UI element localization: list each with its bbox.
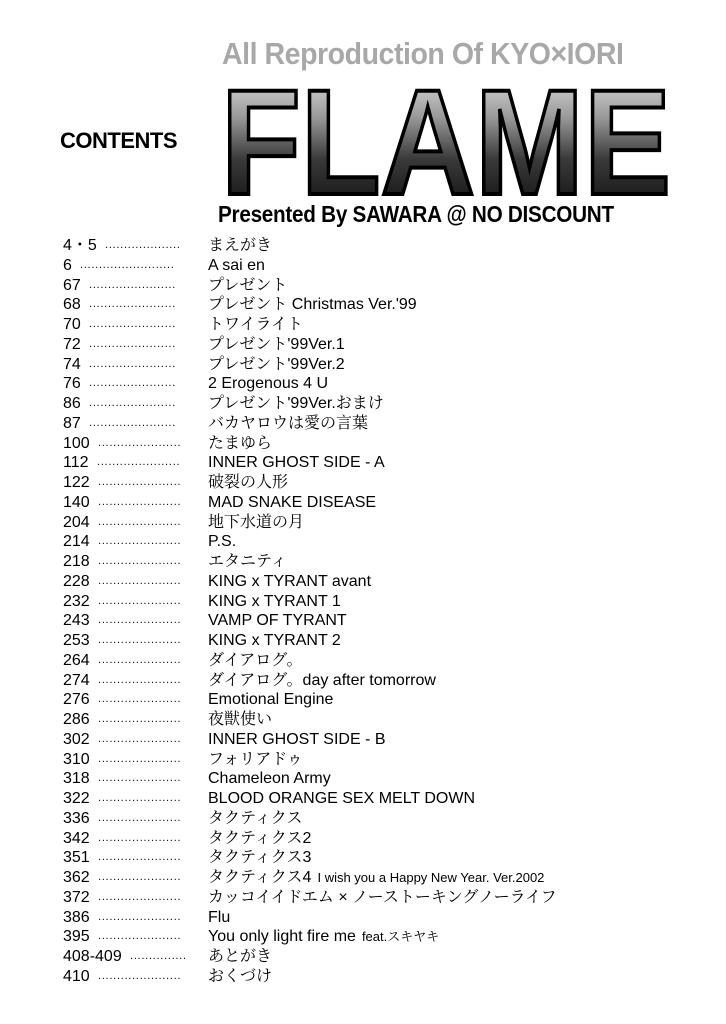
toc-title [208, 888, 557, 908]
toc-row [63, 947, 683, 967]
flame-logo [218, 78, 674, 202]
toc-dot-leader: ...................... [98, 812, 182, 824]
toc-title [208, 572, 371, 592]
toc-row [63, 829, 683, 849]
toc-row [63, 256, 683, 276]
toc-title [208, 335, 345, 355]
toc-row [63, 335, 683, 355]
toc-row [63, 276, 683, 296]
toc-row [63, 809, 683, 829]
toc-title-text: Chameleon Army [208, 770, 331, 788]
toc-dot-leader: ....................... [89, 299, 176, 311]
toc-dot-leader: ...................... [98, 832, 182, 844]
toc-row [63, 473, 683, 493]
toc-row [63, 769, 683, 789]
toc-title [208, 690, 333, 710]
toc-title-text: タクティクス3 [208, 849, 312, 867]
toc-dot-leader: ...................... [98, 872, 182, 883]
toc-title [208, 730, 386, 750]
toc-row [63, 690, 683, 710]
toc-dot-leader: ...................... [98, 931, 182, 943]
toc-title-text: たまゆら [208, 434, 273, 452]
toc-title [208, 769, 331, 789]
toc-page-number: 408-409 [63, 948, 122, 965]
toc-row [63, 927, 683, 947]
toc-title-text: バカヤロウは愛の言葉 [208, 414, 369, 432]
header-top-line: All Reproduction Of KYO×IORI [222, 36, 624, 71]
toc-dot-leader: ......................... [80, 259, 175, 271]
toc-title-text: フォリアドゥ [208, 750, 303, 768]
toc-page-number: 336 [63, 809, 90, 827]
toc-row [63, 750, 683, 770]
toc-page-number: 67 [63, 276, 81, 294]
toc-title-text: 2 Erogenous 4 U [208, 375, 329, 393]
toc-page-number: 342 [63, 829, 90, 847]
toc-title-text: トワイライト [208, 316, 304, 333]
toc-row [63, 315, 683, 335]
toc-row [63, 394, 683, 414]
toc-title [208, 868, 544, 888]
toc-dot-leader: ....................... [89, 358, 176, 370]
toc-title [208, 493, 376, 513]
toc-dot-leader: .................... [105, 240, 181, 251]
toc-dot-leader: ...................... [98, 911, 182, 923]
toc-title [208, 750, 303, 770]
toc-title-text: Flu [208, 908, 231, 926]
toc-title-text: 地下水道の月 [208, 513, 305, 531]
toc-title [208, 532, 236, 552]
toc-title [208, 315, 303, 335]
toc-title [208, 414, 368, 434]
toc-title [208, 473, 288, 493]
toc-title-text: まえがき [208, 237, 273, 254]
toc-subtitle: I wish you a Happy New Year. Ver.2002 [317, 870, 545, 885]
toc-page-number: 318 [63, 770, 90, 788]
toc-page-number: 228 [63, 572, 90, 590]
toc-title [208, 374, 328, 394]
toc-dot-leader: ...................... [98, 437, 182, 449]
toc-page-number: 410 [63, 967, 90, 985]
toc-title-text: MAD SNAKE DISEASE [208, 493, 377, 511]
toc-row [63, 671, 683, 691]
toc-dot-leader: ...................... [98, 674, 182, 686]
toc-row [63, 651, 683, 671]
toc-dot-leader: ...................... [98, 654, 182, 666]
toc-page-number: 74 [63, 355, 81, 373]
toc-row [63, 236, 683, 256]
toc-dot-leader: ...................... [98, 575, 182, 587]
toc-dot-leader: ....................... [89, 378, 176, 390]
toc-title-text: プレゼント'99Ver.1 [208, 335, 345, 353]
toc-title-text: タクティクス2 [208, 829, 312, 847]
toc-dot-leader: ...................... [97, 457, 181, 469]
toc-dot-leader: ...................... [98, 753, 182, 765]
toc-page-number: 253 [63, 632, 90, 649]
toc-dot-leader: ...................... [98, 852, 182, 864]
toc-row [63, 552, 683, 572]
toc-dot-leader: ...................... [98, 970, 182, 982]
toc-page-number: 310 [63, 750, 90, 768]
toc-title-text: KING x TYRANT avant [208, 572, 372, 590]
toc-page-number: 214 [63, 533, 90, 551]
toc-title-text: 夜獣使い [208, 711, 273, 728]
toc-page-number: 362 [63, 869, 90, 886]
toc-dot-leader: ....................... [89, 417, 176, 429]
toc-title [208, 355, 345, 375]
toc-title-text: ダイアログ。 [208, 651, 303, 669]
toc-title-text: KING x TYRANT 2 [208, 632, 341, 649]
toc-page-number: 264 [63, 651, 90, 669]
toc-title-text: おくづけ [208, 967, 273, 985]
toc-title [208, 671, 436, 691]
toc-dot-leader: ...................... [98, 536, 182, 548]
toc-row [63, 848, 683, 868]
toc-title-text: VAMP OF TYRANT [208, 612, 347, 630]
toc-row [63, 414, 683, 434]
toc-title [208, 908, 230, 928]
toc-title [208, 453, 385, 473]
toc-page-number: 276 [63, 691, 90, 709]
toc-title-text: プレゼント [208, 276, 288, 294]
logo-text: FLAME [221, 78, 671, 202]
toc-title-text: カッコイイドエム × ノーストーキングノーライフ [208, 888, 557, 906]
toc-dot-leader: ...................... [98, 793, 182, 804]
toc-dot-leader: ....................... [89, 319, 176, 330]
toc-dot-leader: ...................... [98, 773, 182, 785]
toc-title-text: A sai en [208, 256, 265, 274]
toc-title [208, 295, 417, 315]
toc-dot-leader: ...................... [98, 714, 182, 725]
toc-title-text: BLOOD ORANGE SEX MELT DOWN [208, 790, 476, 807]
toc-title-text: You only light fire me [208, 928, 356, 946]
toc-row [63, 355, 683, 375]
toc-row [63, 967, 683, 987]
toc-title-text: 破裂の人形 [208, 474, 289, 491]
toc-dot-leader: ...................... [98, 556, 182, 567]
toc-page-number: 72 [63, 335, 81, 353]
toc-row [63, 631, 683, 651]
toc-title [208, 394, 384, 414]
toc-dot-leader: ...................... [98, 891, 182, 903]
toc-dot-leader: ....................... [89, 338, 176, 350]
toc-title-text: KING x TYRANT 1 [208, 592, 341, 610]
toc-dot-leader: ...................... [98, 496, 182, 508]
contents-label: CONTENTS [60, 128, 177, 153]
toc-page-number: 112 [63, 454, 89, 472]
toc-title [208, 513, 304, 533]
toc-title-text: INNER GHOST SIDE - A [208, 454, 385, 472]
toc-page-number: 322 [63, 790, 90, 807]
toc-title-text: あとがき [208, 948, 273, 965]
toc-title [208, 236, 272, 256]
toc-page-number: 100 [63, 434, 90, 452]
toc-dot-leader: ....................... [89, 398, 176, 409]
toc-title [208, 848, 311, 868]
toc-title [208, 967, 272, 987]
toc-title [208, 552, 287, 572]
toc-title [208, 651, 303, 671]
toc-row [63, 374, 683, 394]
toc-title-text: Emotional Engine [208, 691, 334, 709]
toc-row [63, 888, 683, 908]
toc-row [63, 730, 683, 750]
toc-title [208, 789, 475, 809]
toc-page-number: 274 [63, 671, 90, 689]
toc-page-number: 243 [63, 612, 90, 630]
toc-title [208, 434, 272, 454]
toc-page-number: 4・5 [63, 237, 97, 254]
toc-title-text: エタニティ [208, 553, 287, 570]
toc-page-number: 6 [63, 256, 72, 274]
toc-page-number: 87 [63, 414, 81, 432]
toc-page-number: 372 [63, 888, 90, 906]
toc-dot-leader: ...................... [98, 516, 182, 528]
toc-title [208, 809, 303, 829]
toc-title [208, 631, 341, 651]
toc-page-number: 68 [63, 296, 81, 314]
toc-title-text: タクティクス4 [208, 869, 312, 886]
toc-title-text: プレゼント Christmas Ver.'99 [208, 296, 417, 314]
toc-dot-leader: ....................... [89, 279, 176, 291]
toc-dot-leader: ...................... [98, 694, 182, 706]
toc-page-number: 86 [63, 395, 81, 412]
toc-dot-leader: ...................... [98, 595, 182, 607]
toc-dot-leader: ...................... [98, 635, 182, 646]
toc-title [208, 947, 272, 967]
toc-title-text: プレゼント'99Ver.2 [208, 355, 345, 373]
toc-page-number: 70 [63, 316, 81, 333]
toc-row [63, 532, 683, 552]
toc-title [208, 256, 265, 276]
toc-dot-leader: ............... [130, 951, 187, 962]
toc-row [63, 868, 683, 888]
toc-title [208, 829, 311, 849]
toc-row [63, 295, 683, 315]
table-of-contents [63, 236, 683, 987]
toc-title [208, 927, 439, 947]
toc-page-number: 204 [63, 513, 90, 531]
toc-row [63, 513, 683, 533]
toc-row [63, 493, 683, 513]
toc-row [63, 789, 683, 809]
toc-title [208, 276, 287, 296]
presented-by: Presented By SAWARA @ NO DISCOUNT [218, 201, 614, 227]
toc-title-text: プレゼント'99Ver.おまけ [208, 395, 384, 412]
toc-page-number: 302 [63, 730, 90, 748]
toc-dot-leader: ...................... [98, 477, 182, 488]
toc-title-text: タクティクス [208, 809, 303, 827]
toc-title [208, 592, 341, 612]
toc-row [63, 572, 683, 592]
toc-page-number: 232 [63, 592, 90, 610]
toc-row [63, 592, 683, 612]
toc-page-number: 386 [63, 908, 90, 926]
toc-dot-leader: ...................... [98, 615, 182, 627]
toc-row [63, 453, 683, 473]
toc-page-number: 286 [63, 711, 90, 728]
toc-page-number: 140 [63, 493, 90, 511]
toc-title-text: INNER GHOST SIDE - B [208, 730, 386, 748]
toc-row [63, 434, 683, 454]
toc-title-text: ダイアログ。day after tomorrow [208, 671, 436, 689]
toc-row [63, 710, 683, 730]
toc-page-number: 76 [63, 375, 81, 393]
toc-dot-leader: ...................... [98, 733, 182, 745]
toc-title-text: P.S. [208, 533, 237, 551]
toc-page-number: 351 [63, 849, 90, 867]
toc-page-number: 218 [63, 553, 90, 570]
toc-page-number: 395 [63, 928, 90, 946]
toc-title [208, 611, 347, 631]
toc-row [63, 611, 683, 631]
toc-title [208, 710, 272, 730]
toc-subtitle: feat.スキヤキ [361, 929, 440, 945]
toc-row [63, 908, 683, 928]
toc-page-number: 122 [63, 474, 90, 491]
